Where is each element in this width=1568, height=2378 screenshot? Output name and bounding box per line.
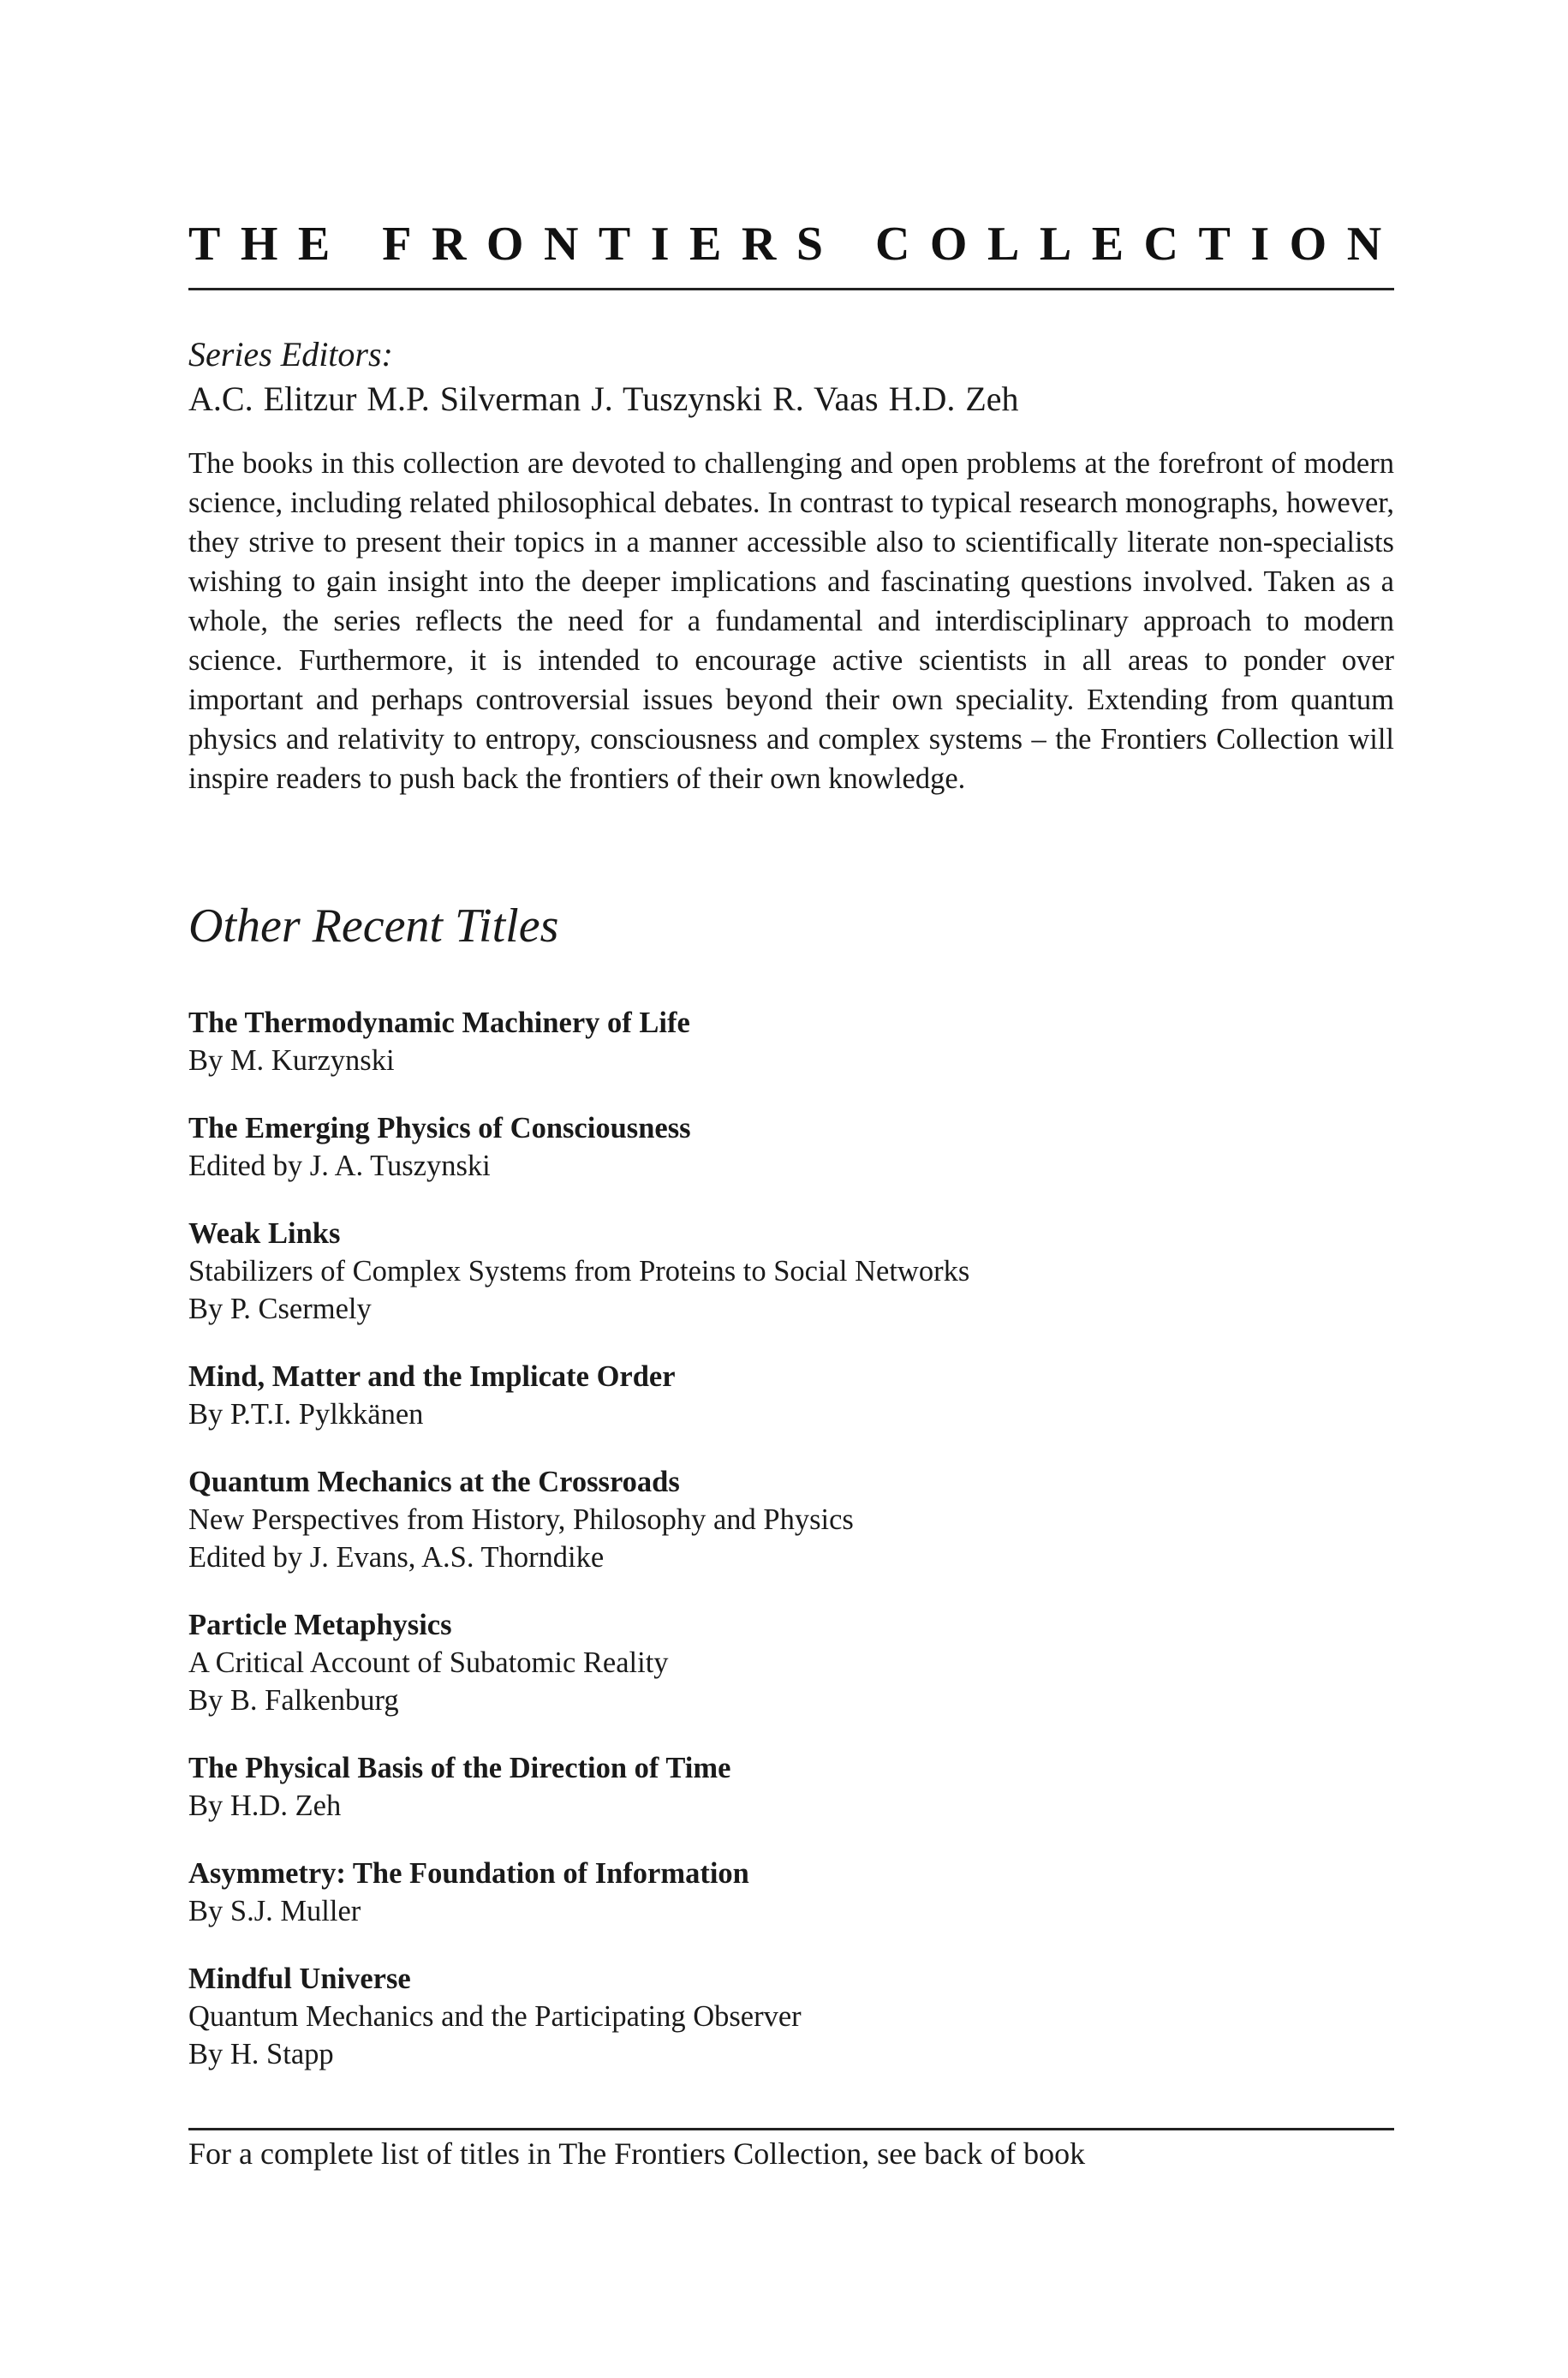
title-entry (188, 1749, 1394, 1825)
book-title: Mindful Universe (188, 1963, 411, 1995)
other-recent-titles-heading: Other Recent Titles (188, 899, 559, 953)
series-editors-label: Series Editors: (188, 335, 393, 373)
book-title: Weak Links (188, 1217, 341, 1250)
book-title: Asymmetry: The Foundation of Information (188, 1857, 749, 1890)
title-entry (188, 1463, 1394, 1576)
book-author: By P. Csermely (188, 1293, 372, 1325)
book-author: By M. Kurzynski (188, 1044, 395, 1077)
title-entry (188, 1606, 1394, 1719)
book-title: Particle Metaphysics (188, 1609, 452, 1641)
book-title: The Thermodynamic Machinery of Life (188, 1007, 690, 1039)
bottom-rule (188, 2128, 1394, 2130)
book-title: Quantum Mechanics at the Crossroads (188, 1466, 680, 1498)
book-title: The Emerging Physics of Consciousness (188, 1112, 691, 1144)
top-rule (188, 288, 1394, 290)
book-author: By P.T.I. Pylkkänen (188, 1398, 424, 1431)
series-editors-names: A.C. Elitzur M.P. Silverman J. Tuszynski R. Vaas H.D. Zeh (188, 379, 1019, 418)
title-entry (188, 1960, 1394, 2073)
title-entry (188, 1358, 1394, 1433)
title-entry (188, 1855, 1394, 1930)
title-entry (188, 1215, 1394, 1328)
title-entry (188, 1004, 1394, 1079)
book-author: By S.J. Muller (188, 1895, 361, 1927)
book-subtitle: Stabilizers of Complex Systems from Proteins to Social Networks (188, 1255, 970, 1288)
book-author: Edited by J. Evans, A.S. Thorndike (188, 1541, 605, 1574)
book-title: The Physical Basis of the Direction of Time (188, 1752, 731, 1784)
book-author: Edited by J. A. Tuszynski (188, 1150, 491, 1182)
book-subtitle: A Critical Account of Subatomic Reality (188, 1646, 669, 1679)
book-subtitle: New Perspectives from History, Philosophy and Physics (188, 1503, 854, 1536)
book-author: By H. Stapp (188, 2038, 334, 2070)
recent-titles-list (188, 1004, 1394, 2073)
book-title: Mind, Matter and the Implicate Order (188, 1360, 676, 1393)
book-subtitle: Quantum Mechanics and the Participating Observer (188, 2000, 802, 2033)
footer-note: For a complete list of titles in The Frontiers Collection, see back of book (188, 2136, 1086, 2171)
book-page (188, 0, 1402, 2378)
book-author: By H.D. Zeh (188, 1789, 342, 1822)
series-title: THE FRONTIERS COLLECTION (188, 218, 1402, 271)
series-description: The books in this collection are devoted to challenging and open problems at the forefront of modern science, including related philosophical debates. In contrast to typical research monographs, however, they strive to present their topics in a manner accessible also to scientifically literate non-specialists wishing to gain insight into the deeper implications and fascinating questions involved. Taken as a whole, the series reflects the need for a fundamental and interdisciplinary approach to modern science. Furthermore, it is intended to encourage active scientists in all areas to ponder over important and perhaps controversial issues beyond their own speciality. Extending from quantum physics and relativity to entropy, consciousness and complex systems – the Frontiers Collection will inspire readers to push back the frontiers of their own knowledge. (188, 447, 1394, 795)
title-entry (188, 1109, 1394, 1185)
book-author: By B. Falkenburg (188, 1684, 399, 1717)
